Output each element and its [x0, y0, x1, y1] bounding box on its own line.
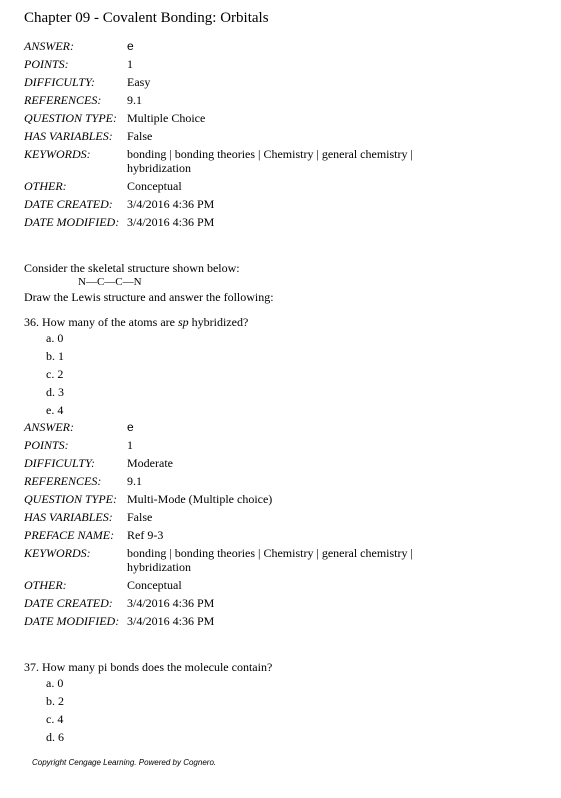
question-number: 36.: [24, 315, 39, 329]
other-value: Conceptual: [127, 578, 182, 592]
keywords-value: bonding | bonding theories | Chemistry | general chemistry | hybridization: [127, 147, 413, 175]
preface-intro: Consider the skeletal structure shown below:: [24, 261, 240, 275]
references-label: REFERENCES:: [24, 93, 102, 107]
points-value: 1: [127, 57, 133, 71]
choice-d: d. 6: [46, 730, 64, 744]
page-title: Chapter 09 - Covalent Bonding: Orbitals: [24, 10, 269, 26]
question-number: 37.: [24, 660, 39, 674]
question-text: How many pi bonds does the molecule contain?: [42, 660, 273, 674]
question-type-label: QUESTION TYPE:: [24, 111, 118, 125]
has-variables-value: False: [127, 510, 153, 524]
keywords-label: KEYWORDS:: [24, 546, 91, 560]
has-variables-label: HAS VARIABLES:: [24, 510, 113, 524]
keywords-value: bonding | bonding theories | Chemistry | general chemistry | hybridization: [127, 546, 413, 574]
choice-b: b. 1: [46, 349, 64, 363]
difficulty-label: DIFFICULTY:: [24, 456, 95, 470]
choice-c: c. 2: [46, 367, 64, 381]
question-type-label: QUESTION TYPE:: [24, 492, 118, 506]
choice-e: e. 4: [46, 403, 64, 417]
answer-label: ANSWER:: [24, 39, 74, 53]
choice-b: b. 2: [46, 694, 64, 708]
question-36-stem: [24, 315, 248, 330]
date-created-value: 3/4/2016 4:36 PM: [127, 197, 215, 211]
preface-instruction: Draw the Lewis structure and answer the following:: [24, 290, 274, 304]
question-emphasis: sp: [177, 315, 189, 329]
question-36-metadata: [24, 420, 464, 632]
date-created-label: DATE CREATED:: [24, 197, 113, 211]
choice-a: a. 0: [46, 676, 64, 690]
question-type-value: Multiple Choice: [127, 111, 206, 125]
choice-a: a. 0: [46, 331, 64, 345]
difficulty-label: DIFFICULTY:: [24, 75, 95, 89]
has-variables-value: False: [127, 129, 153, 143]
references-value: 9.1: [127, 93, 142, 107]
date-created-label: DATE CREATED:: [24, 596, 113, 610]
question-35-metadata: [24, 39, 464, 233]
question-text-end: hybridized?: [188, 315, 249, 329]
date-created-value: 3/4/2016 4:36 PM: [127, 596, 215, 610]
difficulty-value: Easy: [127, 75, 151, 89]
date-modified-label: DATE MODIFIED:: [24, 614, 120, 628]
other-value: Conceptual: [127, 179, 182, 193]
references-label: REFERENCES:: [24, 474, 102, 488]
other-label: OTHER:: [24, 578, 67, 592]
preface-name-label: PREFACE NAME:: [24, 528, 115, 542]
difficulty-value: Moderate: [127, 456, 173, 470]
question-text: How many of the atoms are: [42, 315, 178, 329]
choice-c: c. 4: [46, 712, 64, 726]
other-label: OTHER:: [24, 179, 67, 193]
points-label: POINTS:: [24, 438, 69, 452]
copyright-footer: Copyright Cengage Learning. Powered by Cognero.: [32, 758, 217, 767]
date-modified-value: 3/4/2016 4:36 PM: [127, 215, 215, 229]
references-value: 9.1: [127, 474, 142, 488]
date-modified-value: 3/4/2016 4:36 PM: [127, 614, 215, 628]
choice-d: d. 3: [46, 385, 64, 399]
preface-name-value: Ref 9-3: [127, 528, 164, 542]
date-modified-label: DATE MODIFIED:: [24, 215, 120, 229]
has-variables-label: HAS VARIABLES:: [24, 129, 113, 143]
question-37-stem: [24, 660, 272, 675]
points-label: POINTS:: [24, 57, 69, 71]
skeletal-structure: N—C—C—N: [78, 276, 142, 288]
question-type-value: Multi-Mode (Multiple choice): [127, 492, 273, 506]
keywords-label: KEYWORDS:: [24, 147, 91, 161]
answer-value: e: [127, 39, 134, 53]
answer-label: ANSWER:: [24, 420, 74, 434]
answer-value: e: [127, 420, 134, 434]
points-value: 1: [127, 438, 133, 452]
